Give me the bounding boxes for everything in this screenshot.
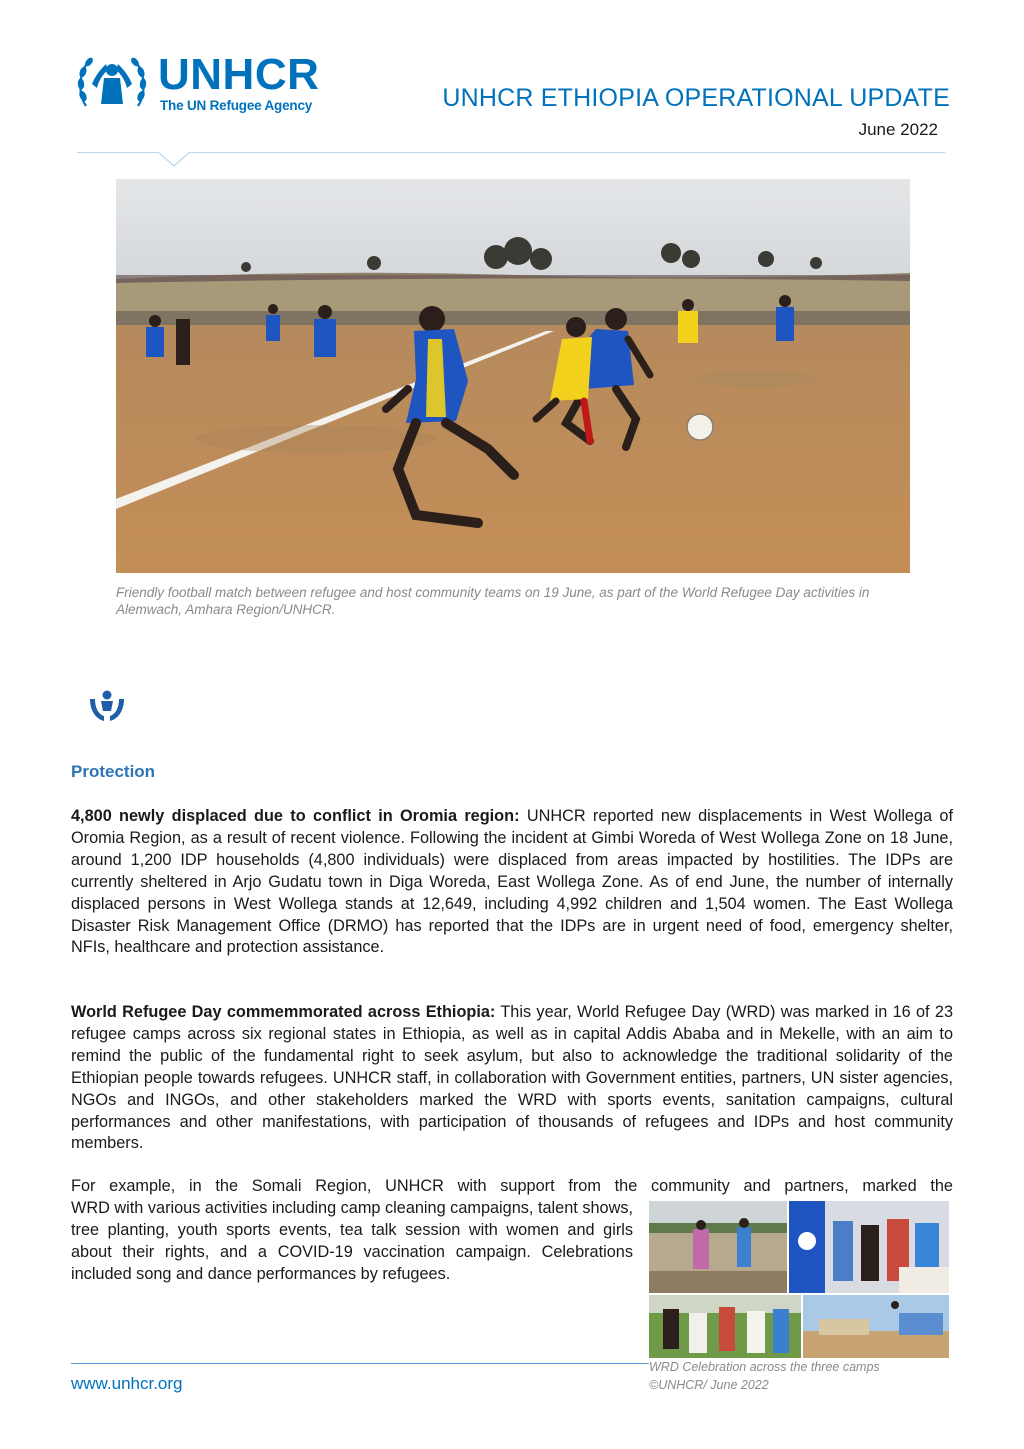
section-title-protection: Protection xyxy=(71,762,156,781)
paragraph-somali-region-body: WRD with various activities including camp cleaning campaigns, talent shows, tree planting, youth sports events, tea talk session with women and girls about their rights, and a COVID-19 vaccination campaign. Celebrations included song and dance performances by refugees. xyxy=(71,1199,633,1283)
hero-photo-caption: Friendly football match between refugee and host community teams on 19 June, as part of the World Refugee Day activities in Alemwach, Amhara Region/UNHCR. xyxy=(116,585,870,617)
paragraph-body: This year, World Refugee Day (WRD) was marked in 16 of 23 refugee camps across six regional states in Ethiopia, as well as in capital Addis Ababa and in Mekelle, with an aim to remind the public of the fundamental right to seek asylum, but also to acknowledge the traditional solidarity of the Ethiopian people towards refugees. UNHCR staff, in collaboration with Government entities, partners, UN sister agencies, NGOs and INGOs, and other stakeholders marked the WRD with sports events, sanitation campaigns, cultural performances and other manifestations, with participation of thousands of refugees and IDPs and host community members. xyxy=(71,1003,953,1153)
collage-caption-line2: ©UNHCR/ June 2022 xyxy=(649,1378,769,1392)
document-date: June 2022 xyxy=(858,120,938,139)
logo-tagline: The UN Refugee Agency xyxy=(160,98,313,113)
paragraph-oromia-displacement xyxy=(71,806,953,959)
header-divider xyxy=(77,152,945,153)
protection-hands-icon xyxy=(88,689,126,723)
paragraph-somali-region-first-line: For example, in the Somali Region, UNHCR with support from the community and partners, marked the xyxy=(71,1177,953,1195)
header-notch-icon xyxy=(158,152,190,168)
unhcr-emblem-icon xyxy=(76,50,148,114)
hero-photo-football-match xyxy=(116,179,910,573)
wrd-photo-collage xyxy=(649,1201,949,1358)
unhcr-logo xyxy=(76,50,346,116)
collage-caption xyxy=(649,1358,949,1394)
logo-wordmark: UNHCR xyxy=(158,50,320,99)
footer-website-link[interactable]: www.unhcr.org xyxy=(71,1374,183,1393)
footer-divider xyxy=(71,1363,649,1364)
paragraph-body: UNHCR reported new displacements in West Wollega of Oromia Region, as a result of recent violence. Following the incident at Gimbi Woreda of West Wollega Zone on 18 June, around 1,200 IDP households (4,800 individuals) were displaced from areas impacted by hostilities. The IDPs are currently sheltered in Arjo Gudatu town in Diga Woreda, East Wollega Zone. As of end June, the number of internally displaced persons in West Wollega stands at 12,649, including 4,992 children and 1,504 women. The East Wollega Disaster Risk Management Office (DRMO) has reported that the IDPs are in urgent need of food, emergency shelter, NFIs, healthcare and protection assistance. xyxy=(71,807,953,957)
document-title: UNHCR ETHIOPIA OPERATIONAL UPDATE xyxy=(442,84,950,112)
collage-caption-line1: WRD Celebration across the three camps xyxy=(649,1360,880,1374)
paragraph-lead: 4,800 newly displaced due to conflict in Oromia region: xyxy=(71,807,520,825)
paragraph-lead: World Refugee Day commemmorated across Ethiopia: xyxy=(71,1003,496,1021)
paragraph-world-refugee-day xyxy=(71,1002,953,1155)
